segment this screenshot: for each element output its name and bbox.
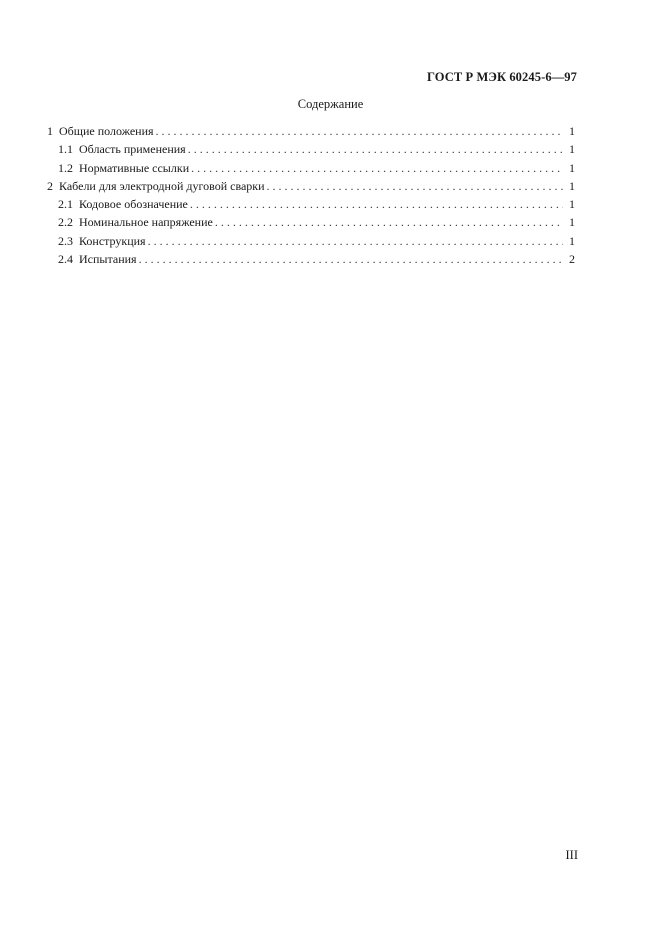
toc-entry-number: 1.1 bbox=[58, 142, 73, 157]
toc-entry-number: 2.3 bbox=[58, 233, 73, 248]
toc-entry-label: Общие положения bbox=[59, 124, 154, 138]
toc-entry-label: Кодовое обозначение bbox=[79, 197, 188, 212]
toc-entry-number: 2.1 bbox=[58, 197, 73, 212]
dot-leader bbox=[190, 197, 563, 212]
toc-entry-label: Область применения bbox=[79, 142, 186, 157]
toc-entry-number: 2.2 bbox=[58, 215, 73, 230]
toc-entry-page: 1 bbox=[569, 142, 575, 157]
table-of-contents bbox=[47, 124, 575, 270]
toc-entry[interactable] bbox=[47, 124, 575, 142]
dot-leader bbox=[156, 124, 563, 139]
dot-leader bbox=[139, 252, 563, 267]
toc-entry-page: 1 bbox=[569, 215, 575, 230]
toc-entry-page: 1 bbox=[569, 178, 575, 193]
toc-entry[interactable] bbox=[47, 161, 575, 179]
toc-entry-label: Кабели для электродной дуговой сварки bbox=[59, 178, 265, 193]
toc-entry[interactable] bbox=[47, 142, 575, 160]
toc-entry[interactable] bbox=[47, 197, 575, 215]
page-number: III bbox=[565, 848, 578, 862]
toc-entry-page: 1 bbox=[569, 233, 575, 248]
toc-entry-label: Номинальное напряжение bbox=[79, 215, 213, 230]
document-code: ГОСТ Р МЭК 60245-6—97 bbox=[427, 70, 577, 84]
toc-entry[interactable] bbox=[47, 179, 575, 197]
dot-leader bbox=[267, 179, 563, 194]
toc-entry-label: Нормативные ссылки bbox=[79, 160, 190, 175]
dot-leader bbox=[188, 142, 563, 157]
toc-entry-label: Испытания bbox=[79, 252, 137, 267]
toc-entry-page: 2 bbox=[569, 252, 575, 267]
toc-entry-page: 1 bbox=[569, 124, 575, 138]
toc-entry[interactable] bbox=[47, 234, 575, 252]
toc-entry-number: 2 bbox=[47, 178, 53, 193]
toc-entry-label: Конструкция bbox=[79, 233, 146, 248]
toc-title: Содержание bbox=[297, 97, 364, 111]
dot-leader bbox=[191, 161, 563, 176]
toc-entry[interactable] bbox=[47, 252, 575, 270]
toc-entry-page: 1 bbox=[569, 160, 575, 175]
dot-leader bbox=[215, 215, 563, 230]
dot-leader bbox=[148, 234, 563, 249]
toc-entry-number: 1.2 bbox=[58, 160, 73, 175]
toc-entry-page: 1 bbox=[569, 197, 575, 212]
toc-entry-number: 1 bbox=[47, 124, 53, 138]
toc-entry-number: 2.4 bbox=[58, 252, 73, 267]
toc-entry[interactable] bbox=[47, 215, 575, 233]
